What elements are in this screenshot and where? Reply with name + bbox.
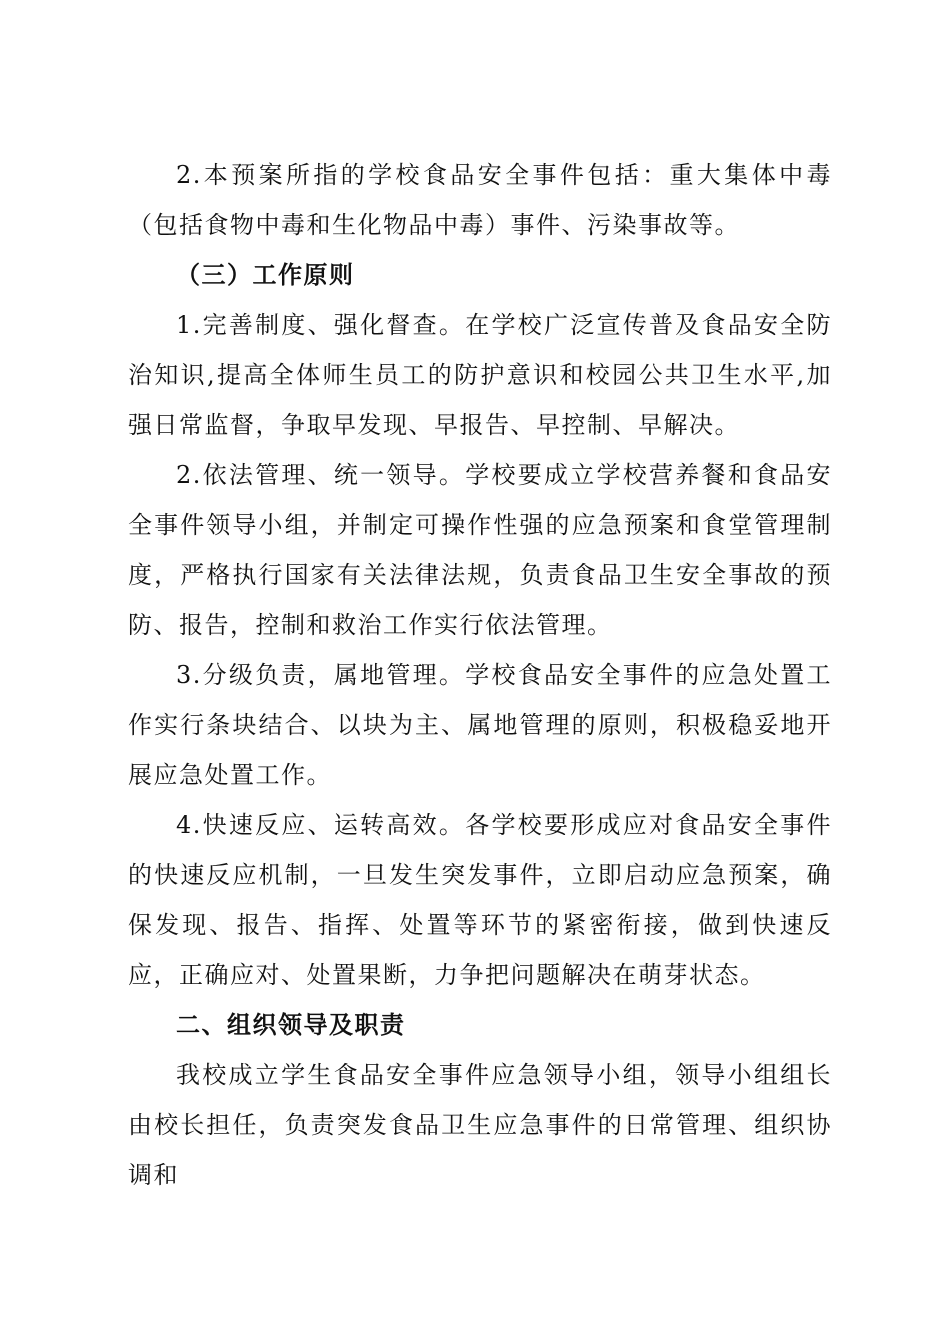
paragraph-principle-4: 4.快速反应、运转高效。各学校要形成应对食品安全事件的快速反应机制，一旦发生突发事件，立即启动应急预案，确保发现、报告、指挥、处置等环节的紧密衔接，做到快速反应，正确应对、处置果断，力争把问题解决在萌芽状态。 — [128, 811, 832, 989]
document-page — [128, 150, 832, 1200]
paragraph-scope-item-2: 2.本预案所指的学校食品安全事件包括：重大集体中毒（包括食物中毒和生化物品中毒）事件、污染事故等。 — [128, 161, 832, 239]
section-heading-work-principles: （三）工作原则 — [176, 261, 355, 289]
section-heading-organization: 二、组织领导及职责 — [176, 1011, 406, 1039]
paragraph-principle-1: 1.完善制度、强化督查。在学校广泛宣传普及食品安全防治知识,提高全体师生员工的防护意识和校园公共卫生水平,加强日常监督，争取早发现、早报告、早控制、早解决。 — [128, 311, 832, 439]
paragraph-principle-2: 2.依法管理、统一领导。学校要成立学校营养餐和食品安全事件领导小组，并制定可操作性强的应急预案和食堂管理制度，严格执行国家有关法律法规，负责食品卫生安全事故的预防、报告，控制和救治工作实行依法管理。 — [128, 461, 832, 639]
paragraph-organization-intro: 我校成立学生食品安全事件应急领导小组，领导小组组长由校长担任，负责突发食品卫生应急事件的日常管理、组织协调和 — [128, 1061, 832, 1189]
paragraph-principle-3: 3.分级负责，属地管理。学校食品安全事件的应急处置工作实行条块结合、以块为主、属地管理的原则，积极稳妥地开展应急处置工作。 — [128, 661, 832, 789]
